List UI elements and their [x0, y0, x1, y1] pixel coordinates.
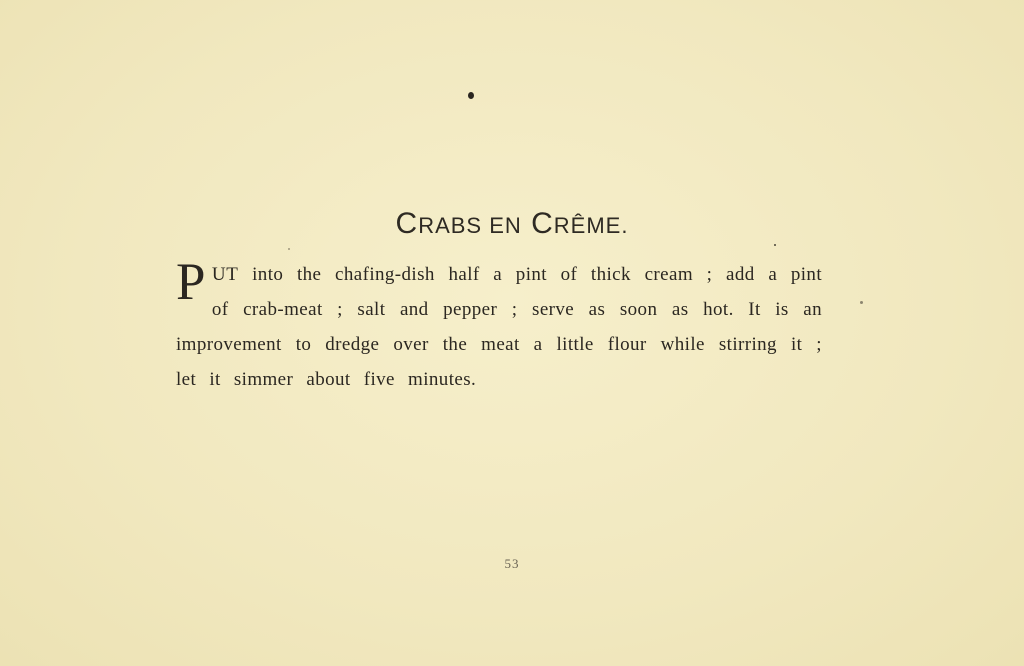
recipe-paragraph: into the chafing-dish half a pint of thick cream ; add a pint of crab-meat ; salt and pepper ; serve as soon as hot. It is an improvement to dredge over the meat a little flour while stirring it ; let it simmer about five minutes. — [176, 264, 822, 390]
page-ink-dot — [468, 92, 474, 99]
title-initial-c: C — [395, 207, 419, 240]
page-number: 53 — [504, 556, 520, 571]
recipe-title — [0, 207, 1024, 241]
ink-speck — [774, 244, 776, 246]
title-word-creme: RÊME. — [553, 213, 629, 238]
drop-cap: P — [176, 253, 206, 311]
first-word-rest: UT — [211, 264, 239, 285]
ink-speck — [288, 248, 290, 250]
recipe-body — [176, 253, 822, 397]
title-initial-c2: C — [531, 207, 554, 240]
title-word-crabs-en: RABS EN — [418, 213, 522, 238]
ink-speck — [860, 301, 863, 304]
